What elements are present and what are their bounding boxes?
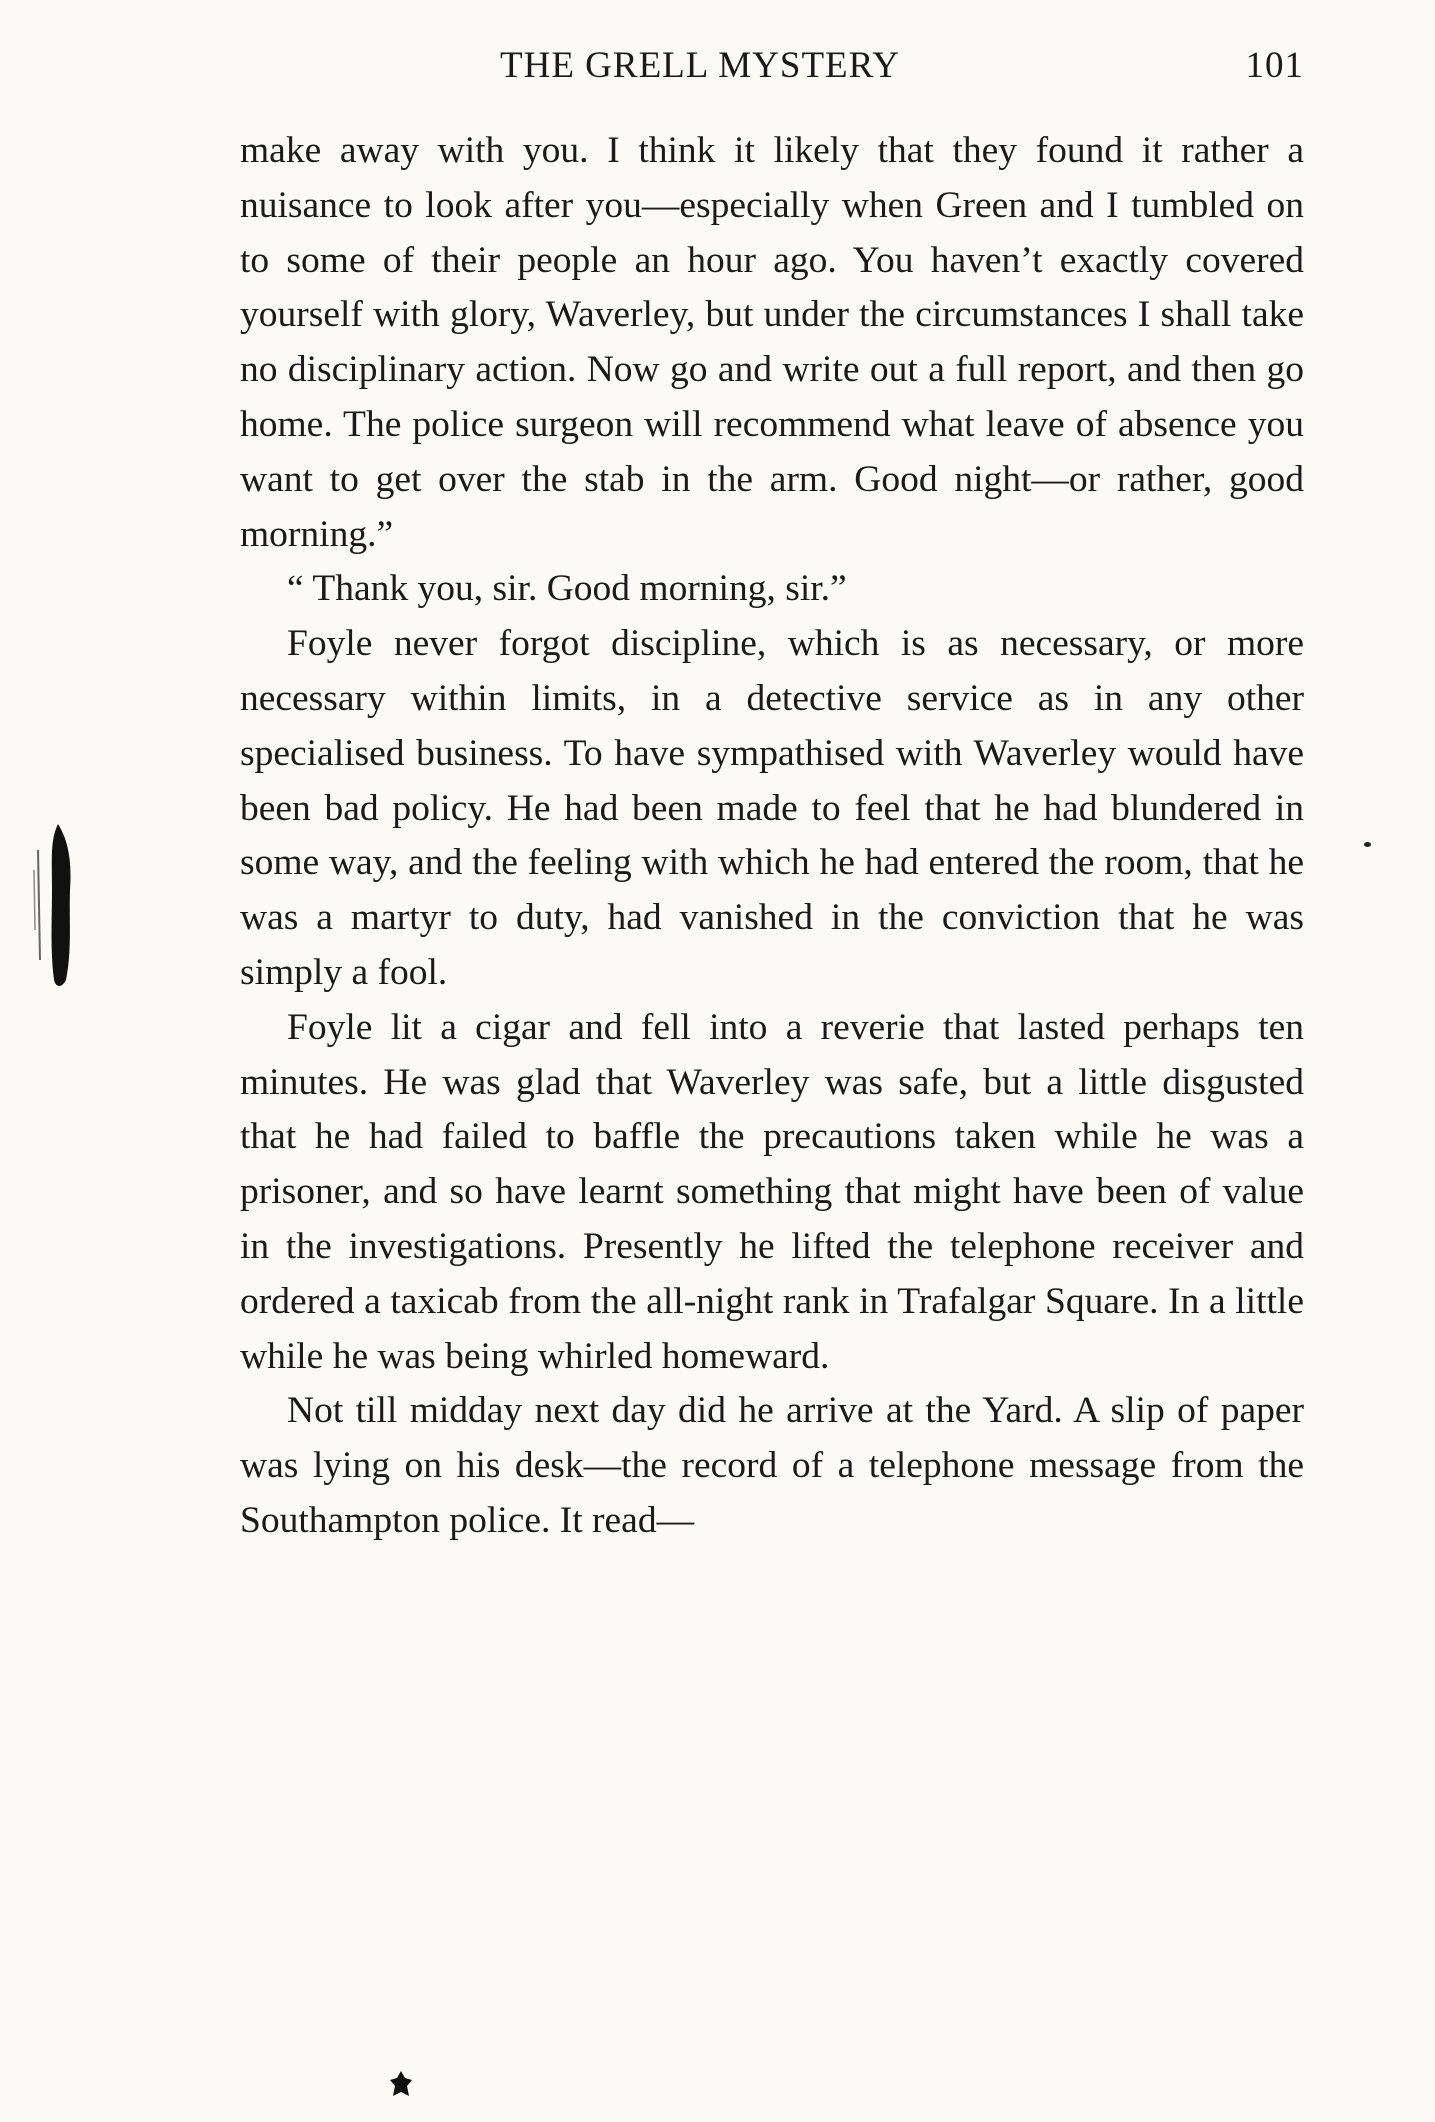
body-text xyxy=(240,124,1304,1549)
paragraph: make away with you. I think it likely that they found it rather a nuisance to look after you—especially when Green and I tumbled on to some of their people an hour ago. You haven’t exactly covered yourself with glory, Waverley, but under the circumstances I shall take no disciplinary action. Now go and write out a full report, and then go home. The police surgeon will recommend what leave of absence you want to get over the stab in the arm. Good night—or rather, good morning.” xyxy=(240,130,1304,555)
ink-smudge xyxy=(28,820,80,990)
ink-speck xyxy=(1364,842,1371,847)
paragraph: Foyle lit a cigar and fell into a reverie that lasted perhaps ten minutes. He was glad that Waverley was safe, but a little disgusted that he had failed to baffle the precautions taken while he was a prisoner, and so have learnt something that might have been of value in the investigations. Presently he lifted the telephone receiver and ordered a taxicab from the all-night rank in Trafalgar Square. In a little while he was being whirled homeward. xyxy=(240,1006,1304,1377)
running-head xyxy=(240,44,1304,96)
paragraph: Not till midday next day did he arrive at the Yard. A slip of paper was lying on his desk—the record of a telephone message from the Southampton police. It read— xyxy=(240,1390,1304,1541)
page-number: 101 xyxy=(1245,45,1304,86)
paragraph: “ Thank you, sir. Good morning, sir.” xyxy=(287,568,847,610)
paragraph: Foyle never forgot discipline, which is as necessary, or more necessary within limits, in a detective service as in any other specialised business. To have sympathised with Waverley would have been bad policy. He had been made to feel that he had blundered in some way, and the feeling with which he had entered the room, that he was a martyr to duty, had vanished in the conviction that he was simply a fool. xyxy=(240,623,1304,993)
running-title: THE GRELL MYSTERY xyxy=(500,45,901,86)
ornament-icon xyxy=(388,2070,414,2100)
